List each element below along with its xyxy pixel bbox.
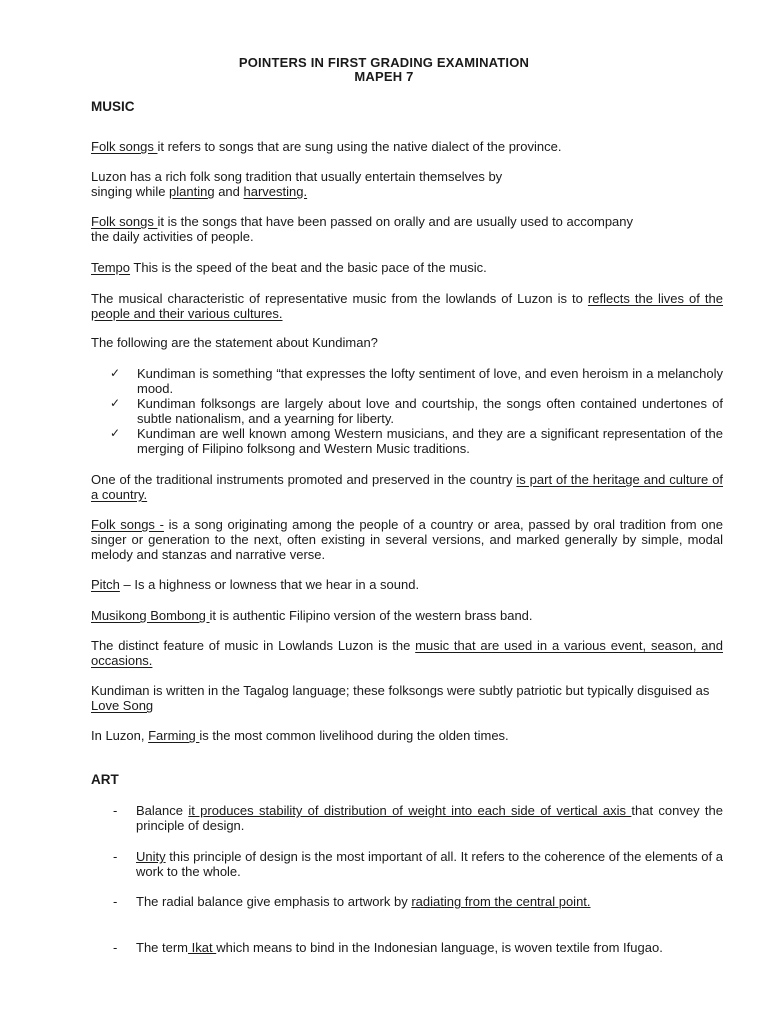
kundiman-bullet-3: ✓ Kundiman are well known among Western musicians, and they are a significant representation of the merging of Filipino folksong and Western Music traditions. [110,426,723,456]
music-paragraph-instruments: One of the traditional instruments promoted and preserved in the country is part of the heritage and culture of a country. [91,472,724,502]
answer-balance: it produces stability of distribution of weight into each side of vertical axis [188,803,632,818]
term-musikong-bombong: Musikong Bombong [91,608,210,623]
music-paragraph-luzon-tradition: Luzon has a rich folk song tradition that usually entertain themselves by singing while planting and harvesting. [91,169,503,199]
answer-reflects-lives: reflects the lives of the people and their various cultures. [91,291,723,321]
music-paragraph-farming: In Luzon, Farming is the most common livelihood during the olden times. [91,728,509,743]
answer-radiating: radiating from the central point. [411,894,591,909]
checkmark-icon: ✓ [110,366,121,380]
term-harvesting: harvesting. [243,184,308,199]
term-ikat: Ikat [188,940,217,955]
answer-love-song: Love Song [91,698,154,713]
music-paragraph-folk-songs-3: Folk songs - is a song originating among the people of a country or area, passed by oral tradition from one singer or generation to the next, often existing in several versions, and marked generally by simple, modal melody and stanzas and narrative verse. [91,517,724,562]
kundiman-bullet-1: ✓ Kundiman is something “that expresses the lofty sentiment of love, and even heroism in a melancholy mood. [110,366,723,396]
art-item-balance: - Balance it produces stability of distribution of weight into each side of vertical axis that convey the principle of design. [113,803,724,833]
music-paragraph-tempo: Tempo This is the speed of the beat and the basic pace of the music. [91,260,487,275]
document-subtitle: MAPEH 7 [354,69,414,84]
document-title: POINTERS IN FIRST GRADING EXAMINATION [238,55,530,70]
music-paragraph-kundiman-tagalog: Kundiman is written in the Tagalog language; these folksongs were subtly patriotic but typically disguised as Love Song [91,683,710,713]
music-paragraph-kundiman-question: The following are the statement about Kundiman? [91,335,378,350]
term-folk-songs: Folk songs - [91,517,164,532]
checkmark-icon: ✓ [110,426,121,440]
dash-bullet: - [113,803,118,818]
kundiman-bullet-2: ✓ Kundiman folksongs are largely about love and courtship, the songs often contained undertones of subtle nationalism, and a yearning for liberty. [110,396,723,426]
music-paragraph-lowlands-feature: The distinct feature of music in Lowlands Luzon is the music that are used in a various event, season, and occasions. [91,638,723,668]
music-paragraph-musikong-bombong: Musikong Bombong it is authentic Filipino version of the western brass band. [91,608,533,623]
music-heading: MUSIC [91,99,135,114]
term-planting: planting [169,184,215,199]
art-item-ikat: - The term Ikat which means to bind in the Indonesian language, is woven textile from Ifugao. [113,940,663,955]
term-farming: Farming [148,728,200,743]
checkmark-icon: ✓ [110,396,121,410]
dash-bullet: - [113,894,118,909]
dash-bullet: - [113,849,118,864]
answer-various-events: music that are used in a various event, season, and occasions. [91,638,723,668]
music-paragraph-pitch: Pitch – Is a highness or lowness that we hear in a sound. [91,577,420,592]
dash-bullet: - [113,940,118,955]
term-pitch: Pitch [91,577,120,592]
answer-heritage: is part of the heritage and culture of a country. [91,472,724,502]
music-paragraph-folk-songs-2: Folk songs it is the songs that have been passed on orally and are usually used to accompany the daily activities of people. [91,214,634,244]
music-paragraph-folk-songs-1: Folk songs it refers to songs that are sung using the native dialect of the province. [91,139,562,154]
art-item-radial-balance: - The radial balance give emphasis to artwork by radiating from the central point. [113,894,591,909]
music-paragraph-lowlands: The musical characteristic of representative music from the lowlands of Luzon is to reflects the lives of the people and their various cultures. [91,291,723,321]
term-unity: Unity [136,849,166,864]
art-heading: ART [91,772,119,787]
term-folk-songs: Folk songs [91,214,158,229]
term-tempo: Tempo [91,260,131,275]
art-item-unity: - Unity this principle of design is the most important of all. It refers to the coherence of the elements of a work to the whole. [113,849,723,879]
term-folk-songs: Folk songs [91,139,158,154]
